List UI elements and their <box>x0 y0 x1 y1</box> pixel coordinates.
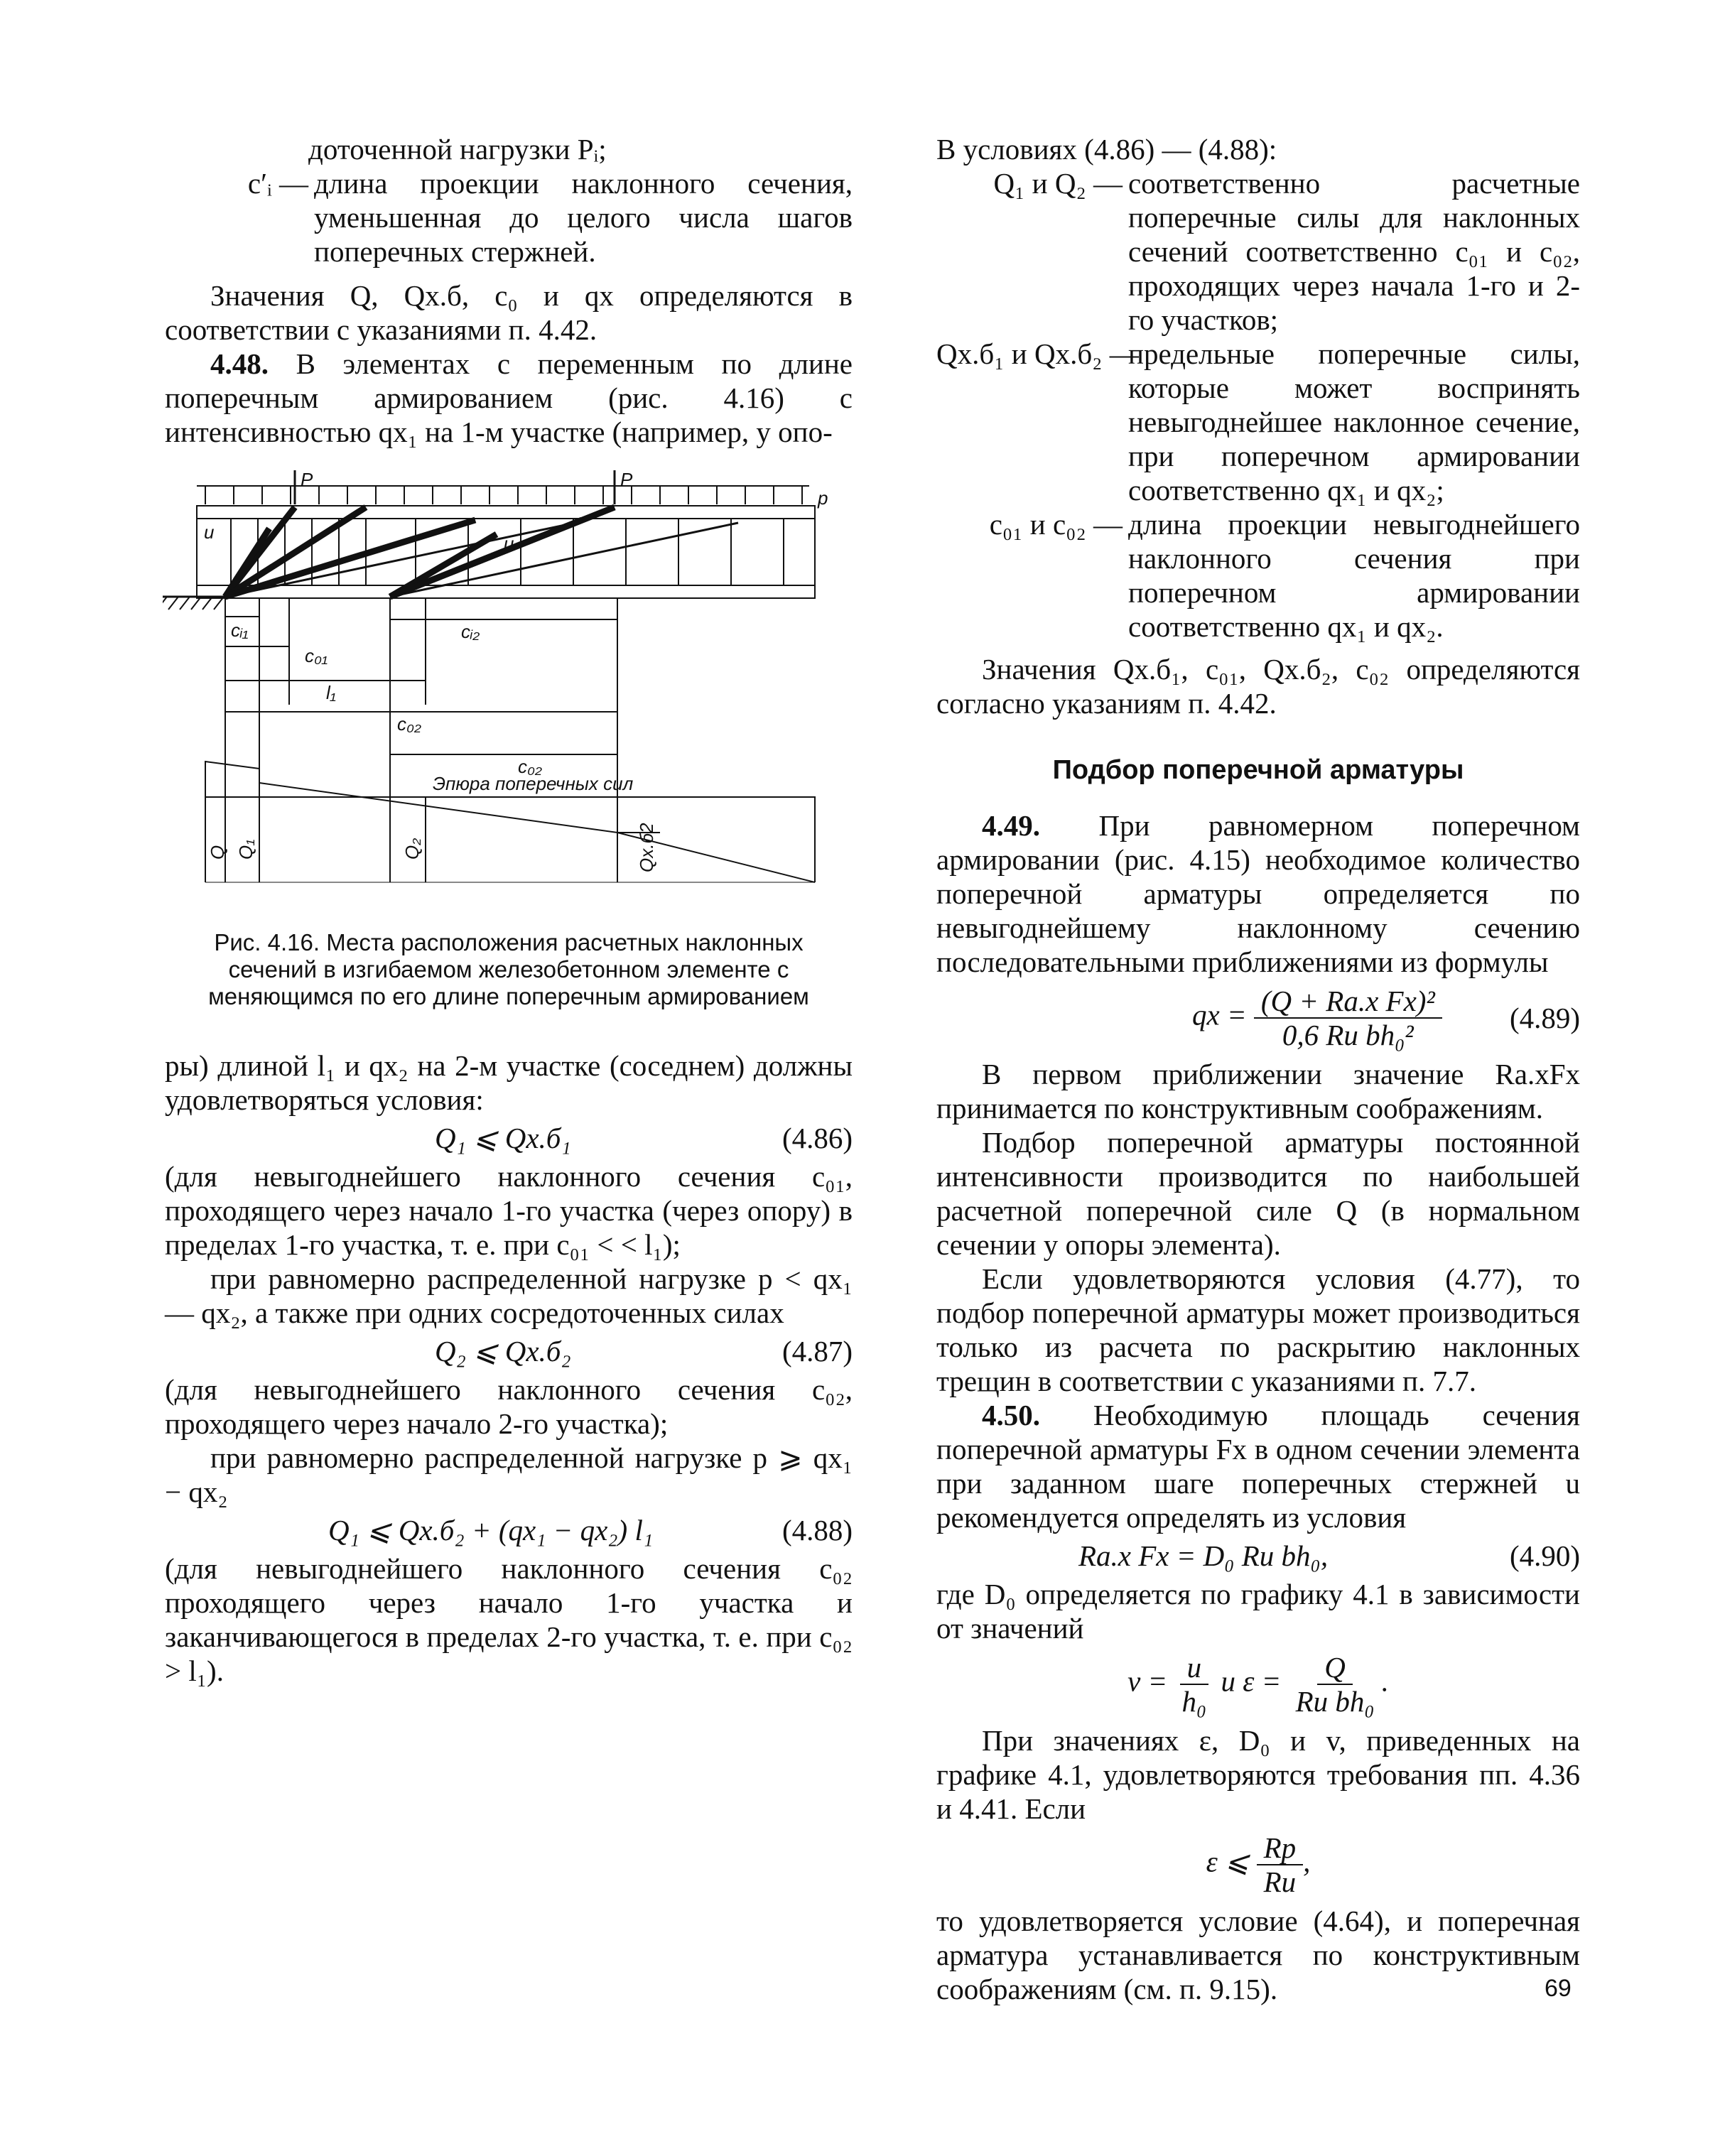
formula-4-86 <box>165 1121 853 1155</box>
formula-condition-fraction <box>1257 1831 1304 1898</box>
label-qxb2: Qх.б2 <box>636 823 657 872</box>
paragraph-cont6: (для невыгоднейшего наклонного сечения c₀₂ проходящего через начало 1-го участка и заканчивающегося в пределах 2-го участка, т. е. при c₀₂ > l₁). <box>165 1552 853 1687</box>
definition-ci <box>215 166 853 269</box>
formula-4-89-body <box>1192 985 1442 1051</box>
label-c02b: c₀₂ <box>518 756 542 777</box>
definition-q1-q2 <box>936 166 1580 337</box>
formula-condition <box>936 1831 1580 1898</box>
formula-4-89-denominator: 0,6 Rи bh₀² <box>1282 1019 1414 1051</box>
paragraph-d0: где D₀ определяется по графику 4.1 в зависимости от значений <box>936 1578 1580 1645</box>
formula-4-86-number: (4.86) <box>781 1122 853 1154</box>
formula-v-fraction <box>1174 1651 1213 1718</box>
formula-4-90-number: (4.90) <box>1509 1539 1580 1572</box>
formula-4-86-expr: Q₁ ⩽ Qх.б₁ <box>435 1122 571 1154</box>
left-column <box>165 132 853 1688</box>
page-number: 69 <box>1545 1975 1572 2002</box>
paragraph-4-48-text: В элементах с переменным по длине поперечным армированием (рис. 4.16) с интенсивностью qх₁ на 1-м участке (например, у опо- <box>165 347 853 448</box>
section-number-4-49: 4.49. <box>982 809 1040 842</box>
paragraph-4-49-text: При равномерном поперечном армировании (рис. 4.15) необходимое количество поперечной арматуры определяется по невыгоднейшему наклонному сечению последовательными приближениями из формулы <box>936 809 1580 978</box>
formula-4-90 <box>936 1539 1580 1573</box>
paragraph-first-approx: В первом приближении значение Rа.хFх принимается по конструктивным соображениям. <box>936 1058 1580 1125</box>
term-c0: c₀₁ и c₀₂ — <box>989 508 1123 541</box>
formula-4-90-expr: Rа.х Fх = D₀ Rи bh₀, <box>1078 1539 1329 1572</box>
formula-condition-lhs: ε ⩽ <box>1206 1845 1250 1878</box>
paragraph-4-50 <box>936 1398 1580 1534</box>
formula-eps-lhs: и ε = <box>1221 1664 1282 1698</box>
paragraph-if-satisfied: Если удовлетворяются условия (4.77), то подбор поперечной арматуры может производиться только из расчета по раскрытию наклонных трещин в соответствии с указаниями п. 7.7. <box>936 1262 1580 1397</box>
line-point-load: доточенной нагрузки Pᵢ; <box>308 133 607 166</box>
paragraph-conditions: В условиях (4.86) — (4.88): <box>936 133 1277 166</box>
formula-v-eps-body: v = $\frac{u}{\text{h₀}}$ и ε = $\frac{Q}{\text{Rи bh₀}}$ . <box>1127 1651 1389 1718</box>
paragraph-cont3: при равномерно распределенной нагрузке p < qх₁ — qх₂, а также при одних сосредоточенных силах <box>165 1262 853 1329</box>
formula-eps-numerator: Q <box>1317 1651 1353 1685</box>
def-c0: длина проекции невыгоднейшего наклонного сечения при поперечном армировании соответственно qх₁ и qх₂. <box>1128 508 1580 643</box>
formula-v-lhs: v = <box>1127 1664 1168 1698</box>
formula-condition-denominator: Rи <box>1263 1865 1297 1898</box>
formula-condition-body: ε ⩽ $\frac{Rр}{Rи}$ , <box>1206 1831 1311 1898</box>
label-q1: Q₁ <box>235 839 256 860</box>
label-c01: c₀₁ <box>305 645 328 666</box>
beam-diagram <box>163 470 850 914</box>
def-ci: длина проекции наклонного сечения, уменьшенная до целого числа шагов поперечных стержней. <box>314 167 853 268</box>
paragraph-4-48 <box>165 347 853 449</box>
formula-eps-denominator: Rи bh₀ <box>1295 1685 1375 1718</box>
label-q: Q <box>207 845 228 860</box>
paragraph-4-50-text: Необходимую площадь сечения поперечной арматуры Fх в одном сечении элемента при заданном шаге поперечных стержней u рекомендуется определять из условия <box>936 1399 1581 1534</box>
label-q2: Q₂ <box>401 838 423 860</box>
formula-condition-numerator: Rр <box>1257 1831 1304 1865</box>
formula-4-88 <box>165 1513 853 1547</box>
paragraph-requirements: При значениях ε, D₀ и v, приведенных на графике 4.1, удовлетворяются требования пп. 4.36 и 4.41. Если <box>936 1724 1580 1825</box>
formula-v-numerator: u <box>1180 1651 1209 1685</box>
right-column <box>936 132 1580 2006</box>
formula-4-89-numerator: (Q + Rа.х Fх)² <box>1254 985 1442 1019</box>
paragraph-selection: Подбор поперечной арматуры постоянной интенсивности производится по наибольшей расчетной поперечной силе Q (в нормальном сечении у опоры элемента). <box>936 1126 1580 1261</box>
label-c1: cᵢ₁ <box>231 619 249 641</box>
term-ci: c′ᵢ — <box>247 167 308 200</box>
section-number-4-50: 4.50. <box>982 1399 1040 1431</box>
formula-4-88-expr: Q₁ ⩽ Qх.б₂ + (qх₁ − qх₂) l₁ <box>328 1514 654 1546</box>
def-qxb: предельные поперечные силы, которые может воспринять невыгоднейшее наклонное сечение, при поперечном армировании соответственно qх₁ и qх₂; <box>1128 337 1580 507</box>
formula-4-89 <box>936 985 1580 1051</box>
label-ci2: cᵢ₂ <box>461 621 480 642</box>
paragraph-cont2: (для невыгоднейшего наклонного сечения c₀₁, проходящего через начало 1-го участка (через опору) в пределах 1-го участка, т. е. при c₀₁ < < l₁); <box>165 1160 853 1261</box>
label-l1: l₁ <box>326 682 336 703</box>
label-u2: u <box>504 533 514 554</box>
section-number-4-48: 4.48. <box>210 347 269 380</box>
term-qxb: Qх.б₁ и Qх.б₂ — <box>936 337 1139 370</box>
label-p1: P <box>301 470 313 490</box>
paragraph-4-49 <box>936 808 1580 979</box>
paragraph-values-right: Значения Qх.б₁, c₀₁, Qх.б₂, c₀₂ определяются согласно указаниям п. 4.42. <box>936 653 1580 720</box>
formula-4-88-number: (4.88) <box>781 1514 853 1546</box>
term-q1-q2: Q₁ и Q₂ — <box>993 167 1123 200</box>
formula-4-89-fraction <box>1254 985 1442 1051</box>
paragraph-cont1: ры) длиной l₁ и qх₂ на 2-м участке (соседнем) должны удовлетворяться условия: <box>165 1049 853 1116</box>
label-u1: u <box>204 521 215 543</box>
def-q1-q2: соответственно расчетные поперечные силы для наклонных сечений соответственно c₀₁ и c₀₂, проходящих через начала 1-го и 2-го участков; <box>1128 167 1580 336</box>
formula-v-denominator: h₀ <box>1181 1685 1207 1718</box>
figure-4-16 <box>163 470 853 914</box>
section-heading: Подбор поперечной арматуры <box>1052 755 1464 785</box>
label-p2: P <box>620 470 633 490</box>
formula-4-87 <box>165 1334 853 1368</box>
paragraph-final: то удовлетворяется условие (4.64), и поперечная арматура устанавливается по конструктивным соображениям (см. п. 9.15). <box>936 1905 1580 2005</box>
formula-eps-fraction <box>1289 1651 1382 1718</box>
definition-qxb <box>936 337 1580 507</box>
label-p: p <box>818 487 828 509</box>
formula-4-89-number: (4.89) <box>1509 1002 1580 1034</box>
definition-c0 <box>936 507 1580 644</box>
paragraph-cont4: (для невыгоднейшего наклонного сечения c₀₂, проходящего через начало 2-го участка); <box>165 1373 853 1440</box>
formula-4-87-expr: Q₂ ⩽ Qх.б₂ <box>435 1335 571 1367</box>
formula-v-eps <box>936 1651 1580 1718</box>
formula-4-89-lhs: qх = <box>1192 998 1247 1031</box>
paragraph-values: Значения Q, Qх.б, c₀ и qх определяются в соответствии с указаниями п. 4.42. <box>165 279 853 346</box>
formula-4-87-number: (4.87) <box>781 1335 853 1367</box>
figure-caption: Рис. 4.16. Места расположения расчетных наклонных сечений в изгибаемом железобетонном элементе с меняющимся по его длине поперечным армированием <box>208 929 809 1009</box>
diagram-title: Эпюра поперечных сил <box>433 773 634 794</box>
label-c02: c₀₂ <box>397 713 421 735</box>
paragraph-cont5: при равномерно распределенной нагрузке p ⩾ qх₁ − qх₂ <box>165 1441 853 1508</box>
